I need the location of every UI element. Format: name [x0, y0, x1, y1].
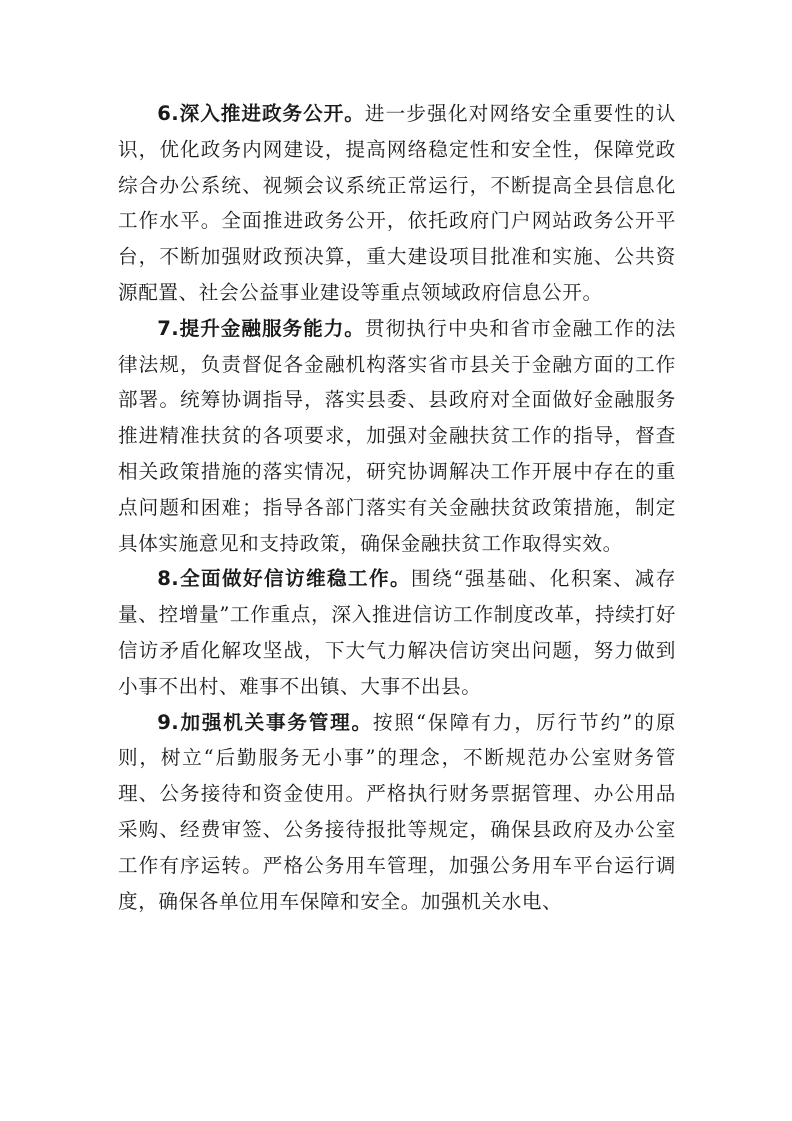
- section-8-body: 围绕“强基础、化积案、减存量、控增量”工作重点，深入推进信访工作制度改革，持续打好信访矛盾化解攻坚战，下大气力解决信访突出问题，努力做到小事不出村、难事不出镇、大事不出县。: [118, 567, 676, 698]
- section-7-paragraph: [118, 311, 676, 562]
- section-9-heading: 9.加强机关事务管理。: [157, 710, 373, 734]
- section-9-paragraph: [118, 705, 676, 920]
- section-6-body: 进一步强化对网络安全重要性的认识，优化政务内网建设，提高网络稳定性和安全性，保障党政综合办公系统、视频会议系统正常运行，不断提高全县信息化工作水平。全面推进政务公开，依托政府门户网站政务公开平台，不断加强财政预决算，重大建设项目批准和实施、公共资源配置、社会公益事业建设等重点领域政府信息公开。: [118, 102, 676, 304]
- section-6-heading: 6.深入推进政务公开。: [157, 102, 365, 125]
- section-8-heading: 8.全面做好信访维稳工作。: [157, 567, 412, 591]
- section-7-heading: 7.提升金融服务能力。: [157, 316, 365, 340]
- section-6-paragraph: [118, 96, 676, 311]
- section-7-body: 贯彻执行中央和省市金融工作的法律法规，负责督促各金融机构落实省市县关于金融方面的工作部署。统筹协调指导，落实县委、县政府对全面做好金融服务推进精准扶贫的各项要求，加强对金融扶贫工作的指导，督查相关政策措施的落实情况，研究协调解决工作开展中存在的重点问题和困难；指导各部门落实有关金融扶贫政策措施，制定具体实施意见和支持政策，确保金融扶贫工作取得实效。: [118, 316, 676, 555]
- section-9-body: 按照“保障有力，厉行节约”的原则，树立“后勤服务无小事”的理念，不断规范办公室财务管理、公务接待和资金使用。严格执行财务票据管理、办公用品采购、经费审签、公务接待报批等规定，确保县政府及办公室工作有序运转。严格公务用车管理，加强公务用车平台运行调度，确保各单位用车保障和安全。加强机关水电、: [118, 710, 676, 913]
- section-8-paragraph: [118, 561, 676, 704]
- document-page: [118, 96, 676, 919]
